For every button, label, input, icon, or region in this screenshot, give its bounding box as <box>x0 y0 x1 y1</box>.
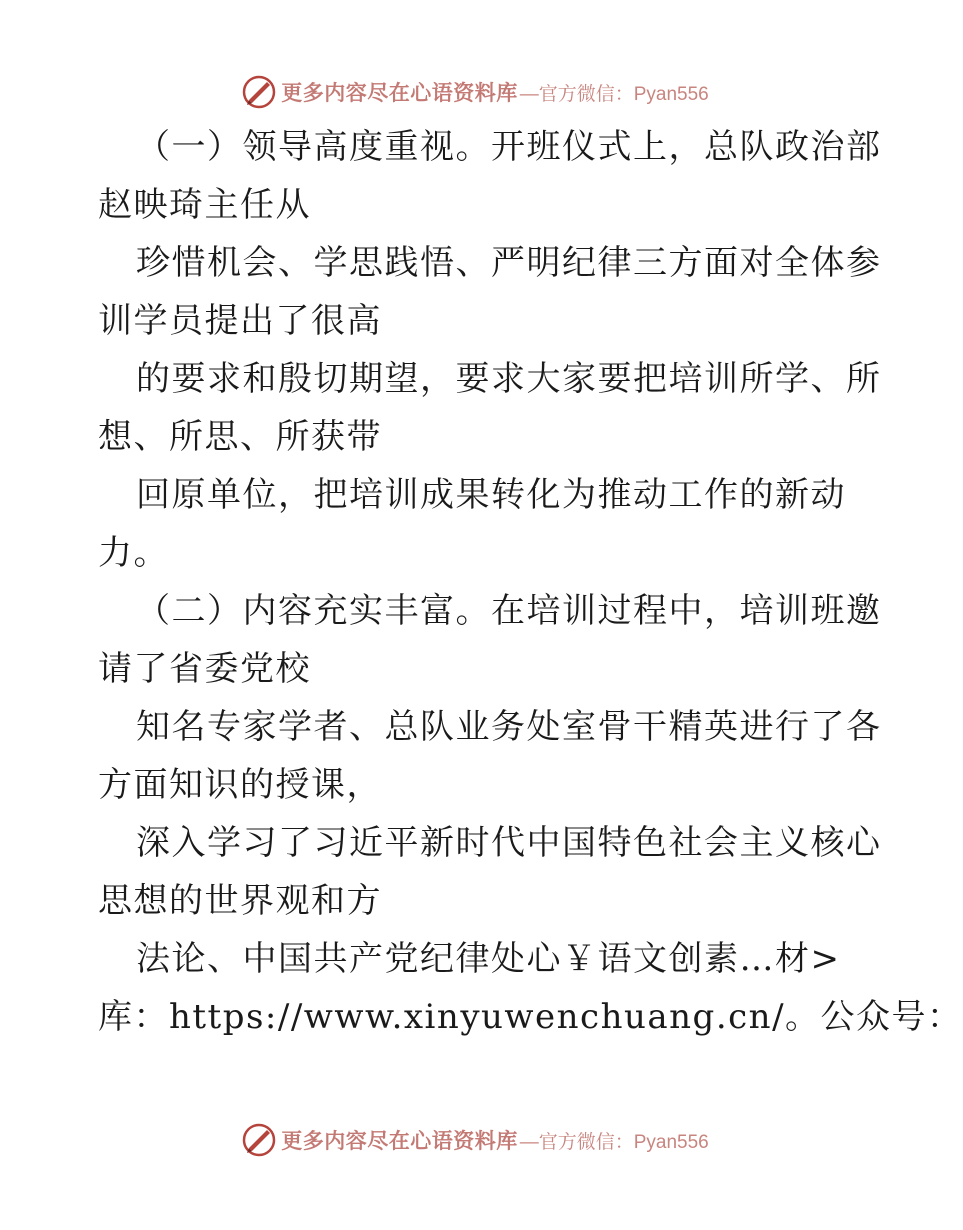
body-line: 知名专家学者、总队业务处室骨干精英进行了各 <box>136 707 882 747</box>
footer-banner <box>0 1118 950 1162</box>
header-title: 更多内容尽在心语资料库 <box>281 80 518 105</box>
body-line: 请了省委党校 <box>98 649 311 689</box>
document-body <box>98 118 963 1046</box>
body-line: 库：https://www.xinyuwenchuang.cn/。公众号： <box>98 997 963 1037</box>
footer-contact: —官方微信：Pyan556 <box>519 1131 709 1153</box>
body-line: 深入学习了习近平新时代中国特色社会主义核心 <box>136 823 882 863</box>
footer-title: 更多内容尽在心语资料库 <box>281 1128 518 1153</box>
body-line: 赵映琦主任从 <box>98 185 311 225</box>
body-line: 训学员提出了很高 <box>98 301 382 341</box>
header-banner <box>0 70 950 114</box>
body-line: 回原单位，把培训成果转化为推动工作的新动 <box>136 475 846 515</box>
body-line: 方面知识的授课， <box>98 765 382 805</box>
body-line: 思想的世界观和方 <box>98 881 382 921</box>
body-line: （一）领导高度重视。开班仪式上，总队政治部 <box>136 127 882 167</box>
header-contact: —官方微信：Pyan556 <box>519 83 709 105</box>
body-line: 珍惜机会、学思践悟、严明纪律三方面对全体参 <box>136 243 882 283</box>
body-line: 力。 <box>98 533 169 573</box>
pen-logo-icon <box>241 74 277 110</box>
body-line: 法论、中国共产党纪律处心￥语文创素…材> <box>136 939 841 979</box>
body-line: （二）内容充实丰富。在培训过程中，培训班邀 <box>136 591 882 631</box>
body-line: 的要求和殷切期望，要求大家要把培训所学、所 <box>136 359 882 399</box>
pen-logo-icon <box>241 1122 277 1158</box>
body-line: 想、所思、所获带 <box>98 417 382 457</box>
